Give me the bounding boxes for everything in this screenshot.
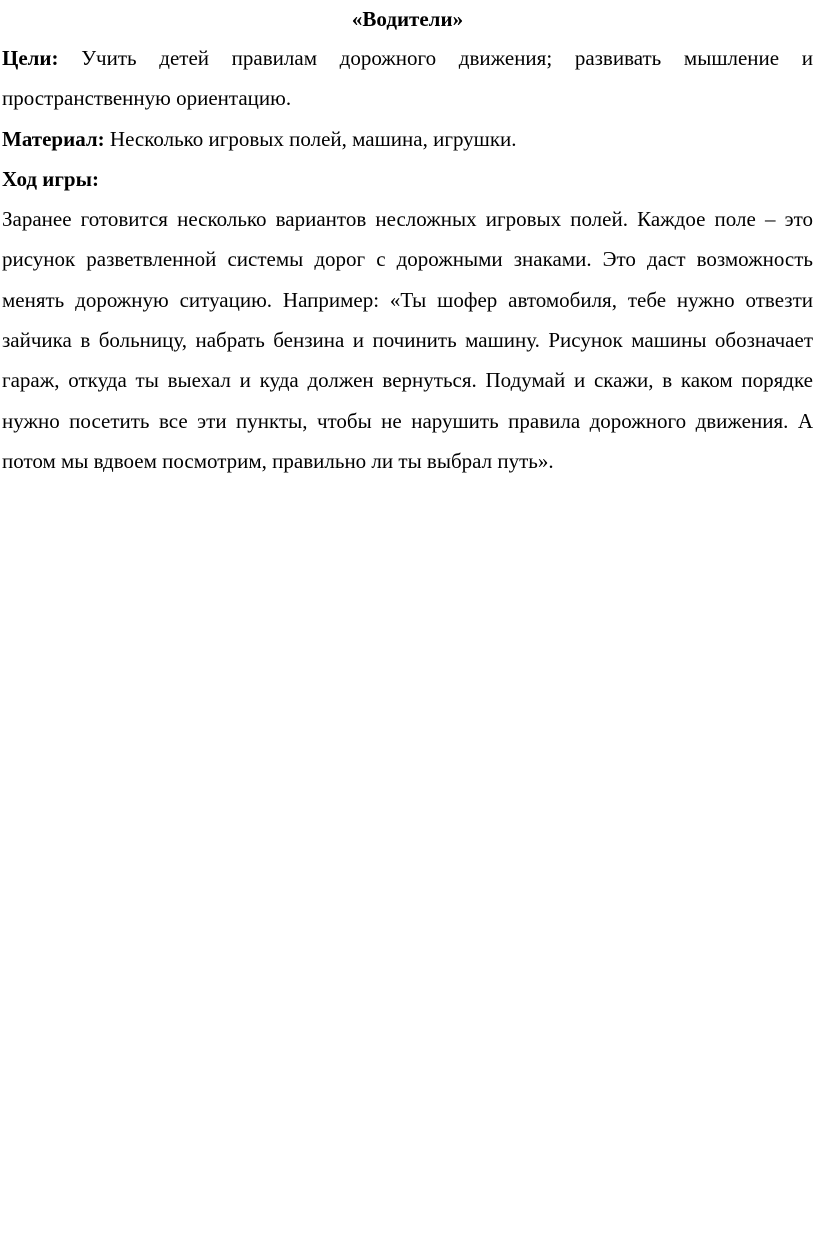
game-heading: Ход игры: — [2, 166, 99, 191]
goals-text: Учить детей правилам дорожного движения; развивать мышление и пространственную ориентацию. — [2, 46, 813, 111]
document-title: «Водители» — [351, 7, 464, 31]
material-text: Несколько игровых полей, машина, игрушки. — [104, 126, 517, 151]
game-description: Заранее готовится несколько вариантов несложных игровых полей. Каждое поле – это рисунок разветвленной системы дорог с дорожными знаками. Это даст возможность менять дорожную ситуацию. Например: «Ты шофер автомобиля, тебе нужно отвезти зайчика в больницу, набрать бензина и починить машину. Рисунок машины обозначает гараж, откуда ты выехал и куда должен вернуться. Подумай и скажи, в каком порядке нужно посетить все эти пункты, чтобы не нарушить правила дорожного движения. А потом мы вдвоем посмотрим, правильно ли ты выбрал путь». — [2, 207, 813, 473]
material-label: Материал: — [2, 126, 105, 151]
material-paragraph — [2, 119, 813, 159]
goals-paragraph — [2, 38, 813, 119]
goals-label: Цели: — [2, 46, 59, 70]
